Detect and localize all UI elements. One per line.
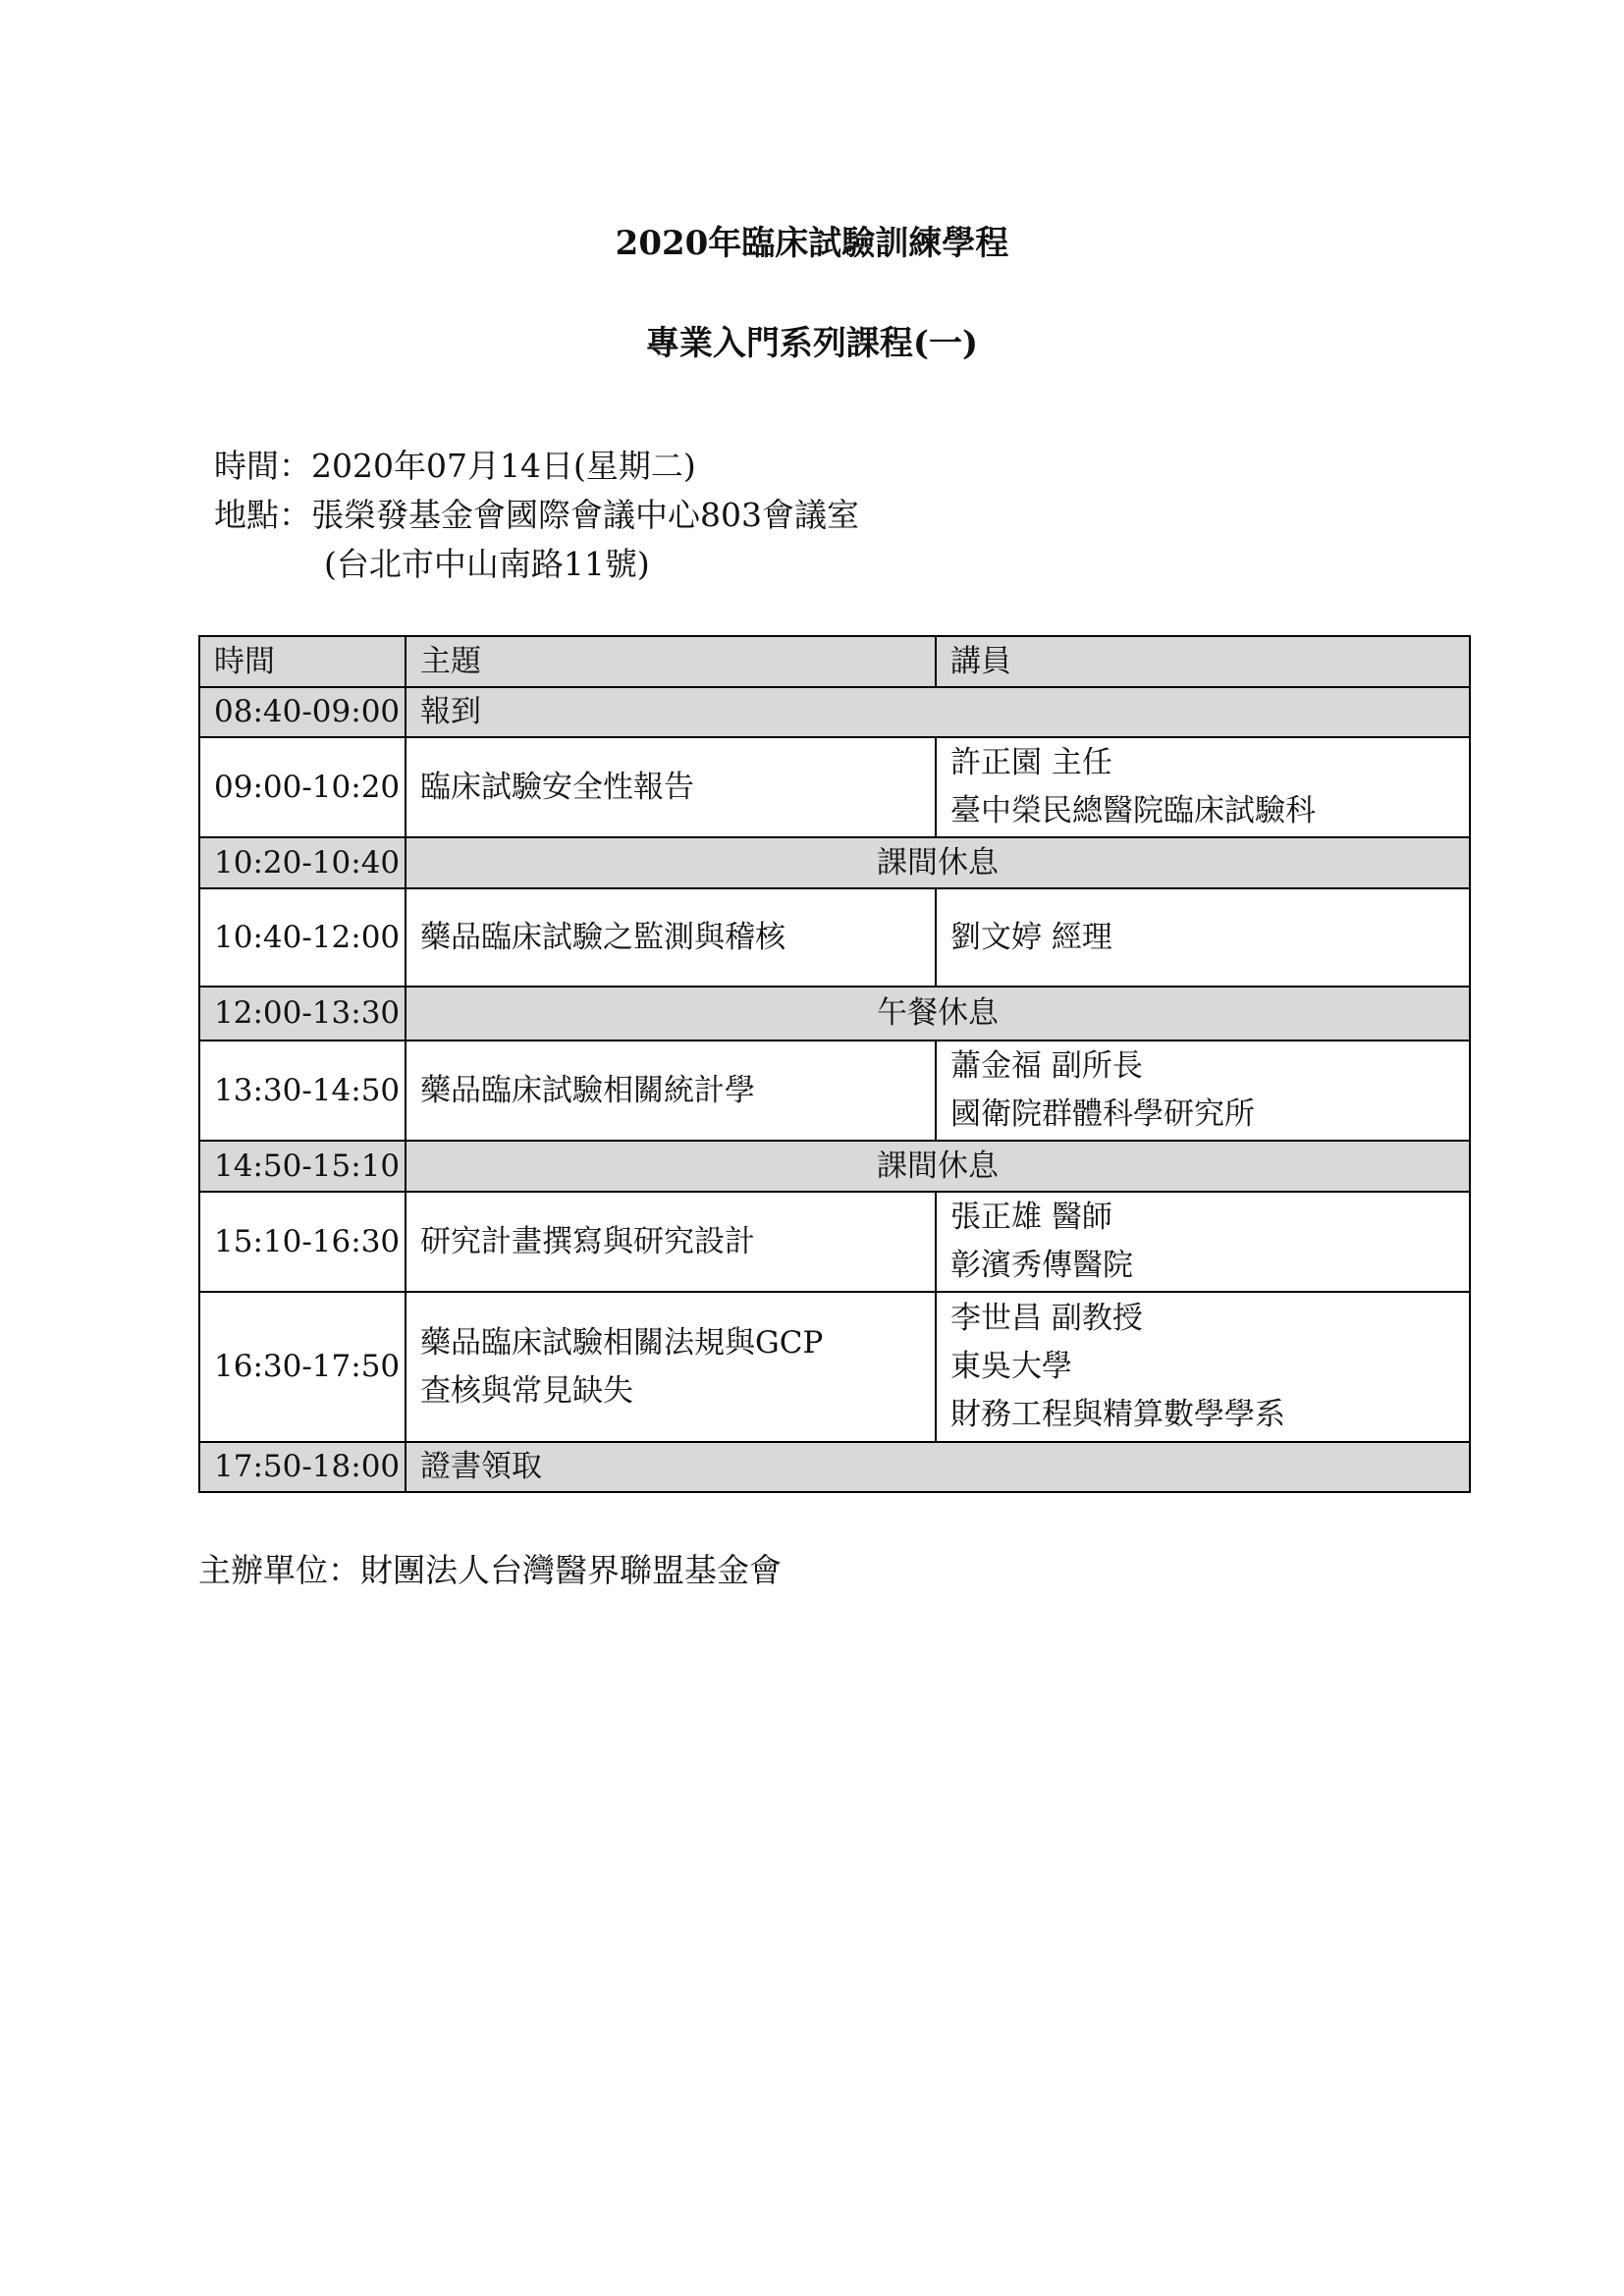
row-time: 16:30-17:50 — [199, 1292, 406, 1442]
speaker-name: 許正園 主任 — [950, 745, 1112, 780]
row-time: 15:10-16:30 — [199, 1192, 406, 1292]
row-topic — [406, 888, 936, 987]
speaker-affiliation: 東吳大學 — [950, 1349, 1072, 1384]
row-speaker — [936, 1292, 1470, 1442]
row-speaker — [936, 1192, 1470, 1292]
table-row — [199, 888, 1470, 987]
row-time: 17:50-18:00 — [199, 1442, 406, 1492]
row-time: 13:30-14:50 — [199, 1041, 406, 1141]
table-row — [199, 737, 1470, 837]
speaker-name: 李世昌 副教授 — [950, 1301, 1143, 1336]
speaker-affiliation: 彰濱秀傳醫院 — [950, 1248, 1133, 1283]
event-address: (台北市中山南路11號) — [324, 545, 650, 583]
row-break: 午餐休息 — [406, 987, 1470, 1041]
schedule-table — [198, 635, 1471, 1493]
row-time: 08:40-09:00 — [199, 687, 406, 737]
event-time: 時間：2020年07月14日(星期二) — [214, 447, 696, 485]
row-speaker — [936, 888, 1470, 987]
row-break: 課間休息 — [406, 1141, 1470, 1192]
header-time: 時間 — [199, 636, 406, 687]
row-time: 12:00-13:30 — [199, 987, 406, 1041]
row-time: 14:50-15:10 — [199, 1141, 406, 1192]
row-time: 10:20-10:40 — [199, 837, 406, 888]
topic-line: 藥品臨床試驗相關統計學 — [420, 1072, 755, 1108]
row-speaker — [936, 1041, 1470, 1141]
table-row — [199, 1192, 1470, 1292]
table-row — [199, 1041, 1470, 1141]
page-subtitle: 專業入門系列課程(一) — [645, 324, 979, 363]
row-time: 10:40-12:00 — [199, 888, 406, 987]
speaker-department: 財務工程與精算數學學系 — [950, 1397, 1285, 1432]
speaker-name: 蕭金福 副所長 — [950, 1048, 1143, 1084]
table-row — [199, 1292, 1470, 1442]
row-break: 課間休息 — [406, 837, 1470, 888]
topic-line: 查核與常見缺失 — [420, 1372, 633, 1409]
row-topic — [406, 1292, 936, 1442]
row-speaker — [936, 737, 1470, 837]
page-title: 2020年臨床試驗訓練學程 — [615, 224, 1009, 263]
table-header-row — [199, 636, 1470, 687]
topic-line: 藥品臨床試驗相關法規與GCP — [420, 1324, 824, 1361]
row-topic — [406, 1041, 936, 1141]
topic-line: 研究計畫撰寫與研究設計 — [420, 1223, 755, 1259]
row-time: 09:00-10:20 — [199, 737, 406, 837]
speaker-name: 劉文婷 經理 — [950, 919, 1112, 955]
header-speaker: 講員 — [936, 636, 1470, 687]
row-topic: 證書領取 — [406, 1442, 1470, 1492]
table-row — [199, 687, 1470, 737]
table-row — [199, 837, 1470, 888]
topic-line: 臨床試驗安全性報告 — [420, 769, 694, 805]
row-topic — [406, 737, 936, 837]
speaker-affiliation: 國衛院群體科學研究所 — [950, 1096, 1255, 1132]
table-row — [199, 1442, 1470, 1492]
topic-line: 藥品臨床試驗之監測與稽核 — [420, 919, 785, 955]
speaker-affiliation: 臺中榮民總醫院臨床試驗科 — [950, 793, 1316, 828]
event-venue: 地點：張榮發基金會國際會議中心803會議室 — [214, 496, 859, 534]
row-topic — [406, 1192, 936, 1292]
speaker-name: 張正雄 醫師 — [950, 1200, 1112, 1235]
organizer-note: 主辦單位：財團法人台灣醫界聯盟基金會 — [198, 1551, 782, 1589]
table-row — [199, 1141, 1470, 1192]
header-topic: 主題 — [406, 636, 936, 687]
row-topic: 報到 — [406, 687, 1470, 737]
table-row — [199, 987, 1470, 1041]
